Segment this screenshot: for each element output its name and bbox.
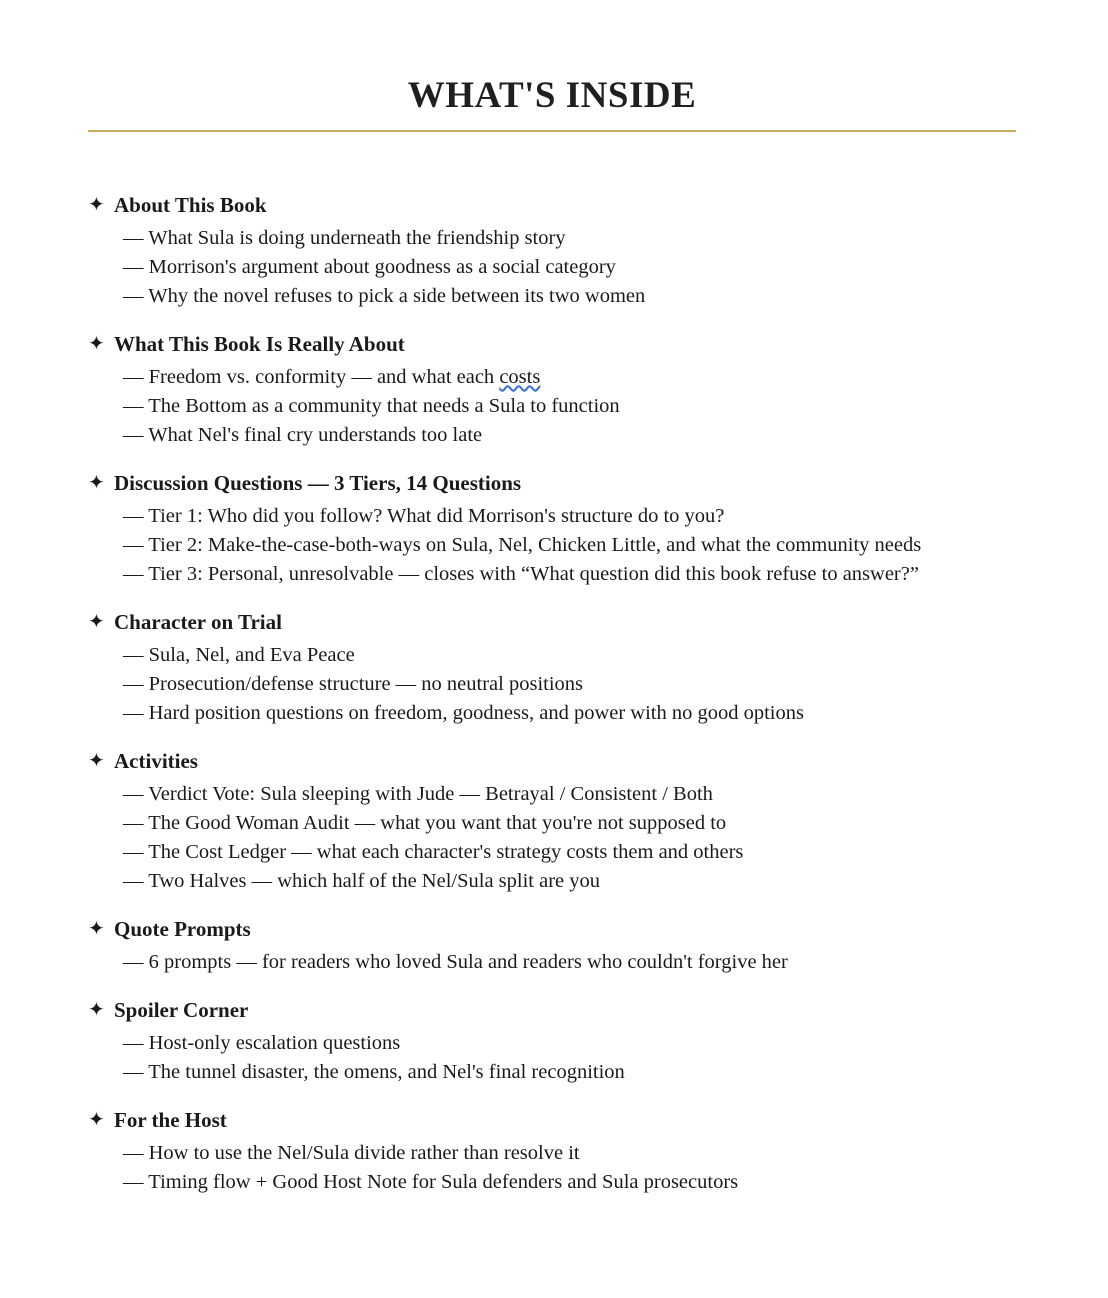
em-dash-marker: — — [123, 285, 149, 307]
list-item-text: The Cost Ledger — what each character's strategy costs them and others — [148, 841, 744, 863]
list-item — [123, 1058, 1016, 1087]
list-item — [123, 392, 1016, 421]
list-item — [123, 531, 1016, 560]
list-item — [123, 253, 1016, 282]
section-item-list — [88, 1029, 1016, 1087]
section-item-list — [88, 780, 1016, 896]
list-item-text: What Nel's final cry understands too late — [148, 424, 483, 446]
em-dash-marker: — — [123, 1142, 149, 1164]
section-heading-text: Discussion Questions — 3 Tiers, 14 Questions — [114, 471, 522, 495]
four-point-star-icon: ✦ — [88, 750, 105, 772]
section-item-list — [88, 363, 1016, 450]
list-item — [123, 502, 1016, 531]
em-dash-marker: — — [123, 424, 149, 446]
four-point-star-icon: ✦ — [88, 999, 105, 1021]
em-dash-marker: — — [123, 563, 149, 585]
section-item-list — [88, 502, 1016, 589]
document-page — [88, 0, 1016, 1215]
contents-section — [88, 607, 1016, 728]
em-dash-marker: — — [123, 870, 149, 892]
list-item-text: Why the novel refuses to pick a side between its two women — [148, 285, 646, 307]
contents-section — [88, 190, 1016, 311]
em-dash-marker: — — [123, 951, 149, 973]
em-dash-marker: — — [123, 1032, 149, 1054]
section-heading-text: For the Host — [114, 1108, 227, 1132]
list-item-text: Hard position questions on freedom, goodness, and power with no good options — [148, 702, 804, 724]
contents-section — [88, 468, 1016, 589]
em-dash-marker: — — [123, 395, 149, 417]
list-item — [123, 867, 1016, 896]
section-heading-text: Activities — [114, 749, 198, 773]
title-divider — [88, 130, 1016, 132]
em-dash-marker: — — [123, 673, 149, 695]
list-item-text: Sula, Nel, and Eva Peace — [148, 644, 355, 666]
list-item-text: The tunnel disaster, the omens, and Nel's final recognition — [148, 1061, 625, 1083]
em-dash-marker: — — [123, 783, 149, 805]
section-heading — [88, 607, 1016, 637]
list-item-text: Freedom vs. conformity — and what each costs — [148, 366, 541, 388]
list-item — [123, 1139, 1016, 1168]
list-item — [123, 641, 1016, 670]
four-point-star-icon: ✦ — [88, 194, 105, 216]
section-heading — [88, 329, 1016, 359]
list-item-text: Tier 1: Who did you follow? What did Morrison's structure do to you? — [148, 505, 725, 527]
page-title: WHAT'S INSIDE — [407, 75, 697, 116]
list-item-text: Verdict Vote: Sula sleeping with Jude — Betrayal / Consistent / Both — [148, 783, 713, 805]
section-heading-text: Spoiler Corner — [114, 998, 249, 1022]
list-item-text: Morrison's argument about goodness as a social category — [148, 256, 616, 278]
list-item-text: The Good Woman Audit — what you want that you're not supposed to — [148, 812, 727, 834]
list-item — [123, 560, 1016, 589]
list-item-text: How to use the Nel/Sula divide rather than resolve it — [148, 1142, 580, 1164]
list-item — [123, 363, 1016, 392]
section-heading-text: Quote Prompts — [114, 917, 251, 941]
list-item-text: Two Halves — which half of the Nel/Sula split are you — [148, 870, 601, 892]
list-item-text: Tier 2: Make-the-case-both-ways on Sula, Nel, Chicken Little, and what the community needs — [148, 534, 922, 556]
contents-section — [88, 329, 1016, 450]
em-dash-marker: — — [123, 534, 149, 556]
list-item — [123, 1029, 1016, 1058]
four-point-star-icon: ✦ — [88, 611, 105, 633]
em-dash-marker: — — [123, 366, 149, 388]
list-item-text: Prosecution/defense structure — no neutral positions — [148, 673, 584, 695]
list-item — [123, 421, 1016, 450]
em-dash-marker: — — [123, 505, 149, 527]
section-item-list — [88, 641, 1016, 728]
section-heading-text: What This Book Is Really About — [114, 332, 405, 356]
four-point-star-icon: ✦ — [88, 1109, 105, 1131]
em-dash-marker: — — [123, 1171, 149, 1193]
section-item-list — [88, 224, 1016, 311]
em-dash-marker: — — [123, 812, 149, 834]
section-heading — [88, 1105, 1016, 1135]
list-item — [123, 282, 1016, 311]
section-heading — [88, 914, 1016, 944]
list-item — [123, 809, 1016, 838]
em-dash-marker: — — [123, 841, 149, 863]
em-dash-marker: — — [123, 644, 149, 666]
section-heading-text: About This Book — [114, 193, 267, 217]
section-heading-text: Character on Trial — [114, 610, 282, 634]
section-item-list — [88, 1139, 1016, 1197]
section-heading — [88, 190, 1016, 220]
contents-section — [88, 914, 1016, 977]
four-point-star-icon: ✦ — [88, 918, 105, 940]
list-item-text: 6 prompts — for readers who loved Sula and readers who couldn't forgive her — [148, 951, 788, 973]
four-point-star-icon: ✦ — [88, 333, 105, 355]
four-point-star-icon: ✦ — [88, 472, 105, 494]
contents-list — [88, 190, 1016, 1197]
section-item-list — [88, 948, 1016, 977]
list-item — [123, 1168, 1016, 1197]
list-item — [123, 699, 1016, 728]
section-heading — [88, 468, 1016, 498]
contents-section — [88, 1105, 1016, 1197]
section-heading — [88, 995, 1016, 1025]
em-dash-marker: — — [123, 1061, 149, 1083]
section-heading — [88, 746, 1016, 776]
list-item-text: The Bottom as a community that needs a Sula to function — [148, 395, 620, 417]
contents-section — [88, 746, 1016, 896]
contents-section — [88, 995, 1016, 1087]
list-item-text: Host-only escalation questions — [148, 1032, 401, 1054]
list-item — [123, 948, 1016, 977]
list-item-text: Tier 3: Personal, unresolvable — closes with “What question did this book refuse to answer?” — [148, 563, 919, 585]
list-item — [123, 670, 1016, 699]
list-item — [123, 838, 1016, 867]
list-item-text: What Sula is doing underneath the friendship story — [148, 227, 566, 249]
em-dash-marker: — — [123, 702, 149, 724]
list-item — [123, 224, 1016, 253]
em-dash-marker: — — [123, 227, 149, 249]
list-item-text: Timing flow + Good Host Note for Sula defenders and Sula prosecutors — [148, 1171, 739, 1193]
em-dash-marker: — — [123, 256, 149, 278]
list-item — [123, 780, 1016, 809]
